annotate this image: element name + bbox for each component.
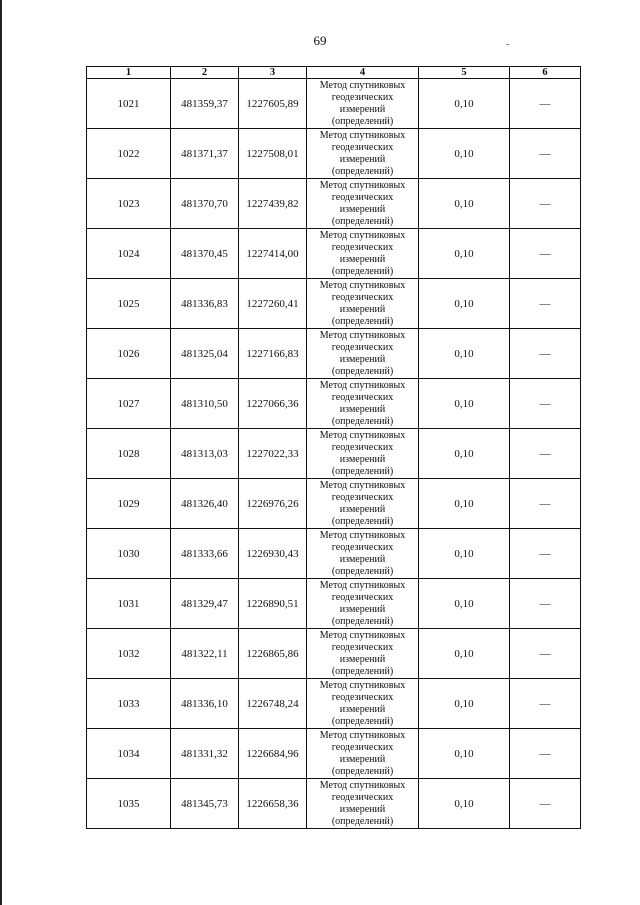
y-coordinate-cell: 1226890,51 (239, 579, 307, 629)
table-row (87, 629, 581, 679)
accuracy-cell: 0,10 (419, 429, 510, 479)
method-line: (определений) (331, 715, 394, 727)
method-line: геодезических (331, 491, 394, 503)
note-cell: — (510, 329, 581, 379)
point-number-cell: 1021 (87, 79, 171, 129)
note-cell: — (510, 129, 581, 179)
accuracy-cell: 0,10 (419, 229, 510, 279)
table-row (87, 279, 581, 329)
table-row (87, 479, 581, 529)
table-row (87, 229, 581, 279)
method-cell (307, 329, 419, 379)
table-row (87, 579, 581, 629)
note-cell: — (510, 79, 581, 129)
point-number-cell: 1028 (87, 429, 171, 479)
method-line: геодезических (331, 391, 394, 403)
point-number-cell: 1033 (87, 679, 171, 729)
x-coordinate-cell: 481370,45 (171, 229, 239, 279)
method-line: Метод спутниковых (319, 429, 406, 441)
method-line: геодезических (331, 341, 394, 353)
accuracy-cell: 0,10 (419, 329, 510, 379)
method-line: геодезических (331, 541, 394, 553)
point-number-cell: 1029 (87, 479, 171, 529)
header-cell: 4 (307, 67, 419, 79)
note-cell: — (510, 229, 581, 279)
method-cell (307, 579, 419, 629)
point-number-cell: 1031 (87, 579, 171, 629)
method-line: Метод спутниковых (319, 579, 406, 591)
method-line: измерений (339, 753, 386, 765)
note-cell: — (510, 679, 581, 729)
accuracy-cell: 0,10 (419, 179, 510, 229)
method-line: Метод спутниковых (319, 179, 406, 191)
x-coordinate-cell: 481313,03 (171, 429, 239, 479)
y-coordinate-cell: 1226684,96 (239, 729, 307, 779)
method-line: геодезических (331, 791, 394, 803)
method-cell (307, 379, 419, 429)
accuracy-cell: 0,10 (419, 379, 510, 429)
method-line: (определений) (331, 215, 394, 227)
method-line: геодезических (331, 191, 394, 203)
method-line: Метод спутниковых (319, 779, 406, 791)
method-line: Метод спутниковых (319, 79, 406, 91)
scan-edge (0, 0, 2, 905)
accuracy-cell: 0,10 (419, 79, 510, 129)
y-coordinate-cell: 1227166,83 (239, 329, 307, 379)
method-line: геодезических (331, 441, 394, 453)
method-cell (307, 679, 419, 729)
method-cell (307, 629, 419, 679)
y-coordinate-cell: 1226748,24 (239, 679, 307, 729)
method-line: Метод спутниковых (319, 329, 406, 341)
method-line: (определений) (331, 465, 394, 477)
method-line: (определений) (331, 565, 394, 577)
y-coordinate-cell: 1227508,01 (239, 129, 307, 179)
accuracy-cell: 0,10 (419, 779, 510, 829)
point-number-cell: 1025 (87, 279, 171, 329)
table-row (87, 729, 581, 779)
point-number-cell: 1023 (87, 179, 171, 229)
method-line: (определений) (331, 115, 394, 127)
method-line: измерений (339, 203, 386, 215)
y-coordinate-cell: 1227414,00 (239, 229, 307, 279)
x-coordinate-cell: 481371,37 (171, 129, 239, 179)
table-row (87, 379, 581, 429)
note-cell: — (510, 729, 581, 779)
point-number-cell: 1035 (87, 779, 171, 829)
method-line: (определений) (331, 165, 394, 177)
method-line: измерений (339, 303, 386, 315)
method-line: Метод спутниковых (319, 229, 406, 241)
method-line: геодезических (331, 591, 394, 603)
point-number-cell: 1030 (87, 529, 171, 579)
y-coordinate-cell: 1227439,82 (239, 179, 307, 229)
method-line: Метод спутниковых (319, 479, 406, 491)
method-line: измерений (339, 453, 386, 465)
table-row (87, 429, 581, 479)
header-cell: 1 (87, 67, 171, 79)
method-line: измерений (339, 603, 386, 615)
y-coordinate-cell: 1226976,26 (239, 479, 307, 529)
method-cell (307, 529, 419, 579)
accuracy-cell: 0,10 (419, 729, 510, 779)
method-line: измерений (339, 253, 386, 265)
note-cell: — (510, 279, 581, 329)
x-coordinate-cell: 481310,50 (171, 379, 239, 429)
page-number: 69 (313, 33, 327, 48)
method-cell (307, 479, 419, 529)
accuracy-cell: 0,10 (419, 279, 510, 329)
table-row (87, 129, 581, 179)
scan-speck (506, 44, 509, 45)
note-cell: — (510, 379, 581, 429)
method-line: Метод спутниковых (319, 129, 406, 141)
method-line: измерений (339, 803, 386, 815)
x-coordinate-cell: 481345,73 (171, 779, 239, 829)
x-coordinate-cell: 481331,32 (171, 729, 239, 779)
method-line: измерений (339, 653, 386, 665)
table-row (87, 529, 581, 579)
note-cell: — (510, 479, 581, 529)
table-row (87, 79, 581, 129)
y-coordinate-cell: 1226865,86 (239, 629, 307, 679)
accuracy-cell: 0,10 (419, 479, 510, 529)
header-cell: 3 (239, 67, 307, 79)
method-line: измерений (339, 103, 386, 115)
method-cell (307, 279, 419, 329)
x-coordinate-cell: 481329,47 (171, 579, 239, 629)
method-line: геодезических (331, 241, 394, 253)
point-number-cell: 1027 (87, 379, 171, 429)
method-cell (307, 79, 419, 129)
method-line: Метод спутниковых (319, 679, 406, 691)
method-line: измерений (339, 353, 386, 365)
point-number-cell: 1026 (87, 329, 171, 379)
x-coordinate-cell: 481322,11 (171, 629, 239, 679)
method-line: Метод спутниковых (319, 279, 406, 291)
x-coordinate-cell: 481336,83 (171, 279, 239, 329)
method-line: (определений) (331, 765, 394, 777)
point-number-cell: 1024 (87, 229, 171, 279)
method-cell (307, 779, 419, 829)
point-number-cell: 1022 (87, 129, 171, 179)
method-line: измерений (339, 403, 386, 415)
method-line: измерений (339, 153, 386, 165)
method-line: (определений) (331, 315, 394, 327)
point-number-cell: 1032 (87, 629, 171, 679)
x-coordinate-cell: 481333,66 (171, 529, 239, 579)
note-cell: — (510, 529, 581, 579)
note-cell: — (510, 429, 581, 479)
header-cell: 5 (419, 67, 510, 79)
method-cell (307, 129, 419, 179)
y-coordinate-cell: 1226930,43 (239, 529, 307, 579)
x-coordinate-cell: 481336,10 (171, 679, 239, 729)
x-coordinate-cell: 481370,70 (171, 179, 239, 229)
header-cell: 6 (510, 67, 581, 79)
x-coordinate-cell: 481359,37 (171, 79, 239, 129)
coordinates-table (86, 66, 581, 829)
method-line: (определений) (331, 265, 394, 277)
x-coordinate-cell: 481325,04 (171, 329, 239, 379)
y-coordinate-cell: 1226658,36 (239, 779, 307, 829)
point-number-cell: 1034 (87, 729, 171, 779)
header-cell: 2 (171, 67, 239, 79)
note-cell: — (510, 629, 581, 679)
method-line: (определений) (331, 665, 394, 677)
method-cell (307, 229, 419, 279)
note-cell: — (510, 779, 581, 829)
method-line: (определений) (331, 365, 394, 377)
method-cell (307, 429, 419, 479)
note-cell: — (510, 179, 581, 229)
method-line: Метод спутниковых (319, 729, 406, 741)
method-line: Метод спутниковых (319, 629, 406, 641)
method-line: Метод спутниковых (319, 379, 406, 391)
method-line: геодезических (331, 291, 394, 303)
accuracy-cell: 0,10 (419, 629, 510, 679)
method-line: измерений (339, 503, 386, 515)
note-cell: — (510, 579, 581, 629)
accuracy-cell: 0,10 (419, 529, 510, 579)
method-line: (определений) (331, 515, 394, 527)
table-row (87, 179, 581, 229)
method-line: (определений) (331, 815, 394, 827)
method-cell (307, 179, 419, 229)
y-coordinate-cell: 1227260,41 (239, 279, 307, 329)
method-line: Метод спутниковых (319, 529, 406, 541)
x-coordinate-cell: 481326,40 (171, 479, 239, 529)
accuracy-cell: 0,10 (419, 679, 510, 729)
y-coordinate-cell: 1227066,36 (239, 379, 307, 429)
method-line: (определений) (331, 415, 394, 427)
method-line: геодезических (331, 691, 394, 703)
y-coordinate-cell: 1227022,33 (239, 429, 307, 479)
method-cell (307, 729, 419, 779)
method-line: измерений (339, 553, 386, 565)
accuracy-cell: 0,10 (419, 579, 510, 629)
accuracy-cell: 0,10 (419, 129, 510, 179)
y-coordinate-cell: 1227605,89 (239, 79, 307, 129)
table-row (87, 779, 581, 829)
table-row (87, 329, 581, 379)
table-row (87, 679, 581, 729)
header-row (87, 67, 581, 79)
method-line: геодезических (331, 141, 394, 153)
method-line: (определений) (331, 615, 394, 627)
method-line: измерений (339, 703, 386, 715)
method-line: геодезических (331, 641, 394, 653)
method-line: геодезических (331, 741, 394, 753)
method-line: геодезических (331, 91, 394, 103)
